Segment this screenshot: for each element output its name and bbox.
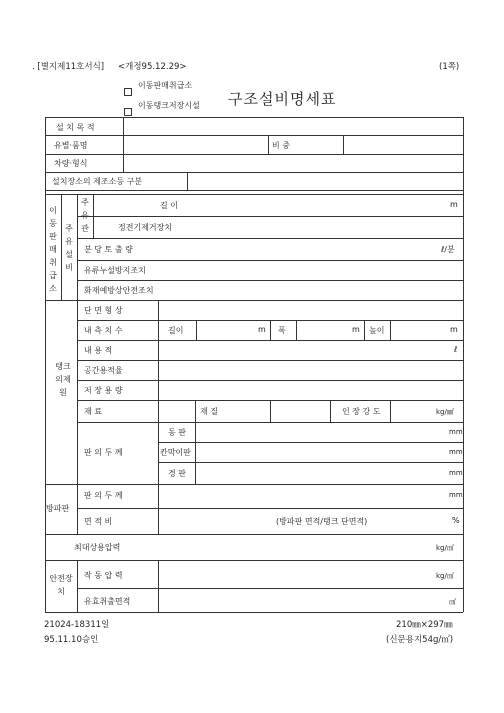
baffle-thickness-unit: mm (449, 491, 463, 499)
baffle-group-label: 방파판 (46, 504, 70, 513)
form-code: 21024-18311일 (44, 620, 110, 630)
max-pressure-unit: kg/㎠ (436, 544, 454, 552)
static-removal-label: 정전기제거장치 (118, 223, 173, 232)
inner-dims-label: 내 측 치 수 (84, 326, 123, 335)
body-plate-label: 동 판 (168, 428, 186, 437)
effective-area-label: 유효취출면적 (84, 597, 131, 606)
hose-length-label: 길 이 (160, 201, 178, 210)
safety-group-label: 안전장치 (49, 574, 73, 596)
effective-area-unit: ㎠ (449, 598, 456, 606)
tensile-label: 인 장 강 도 (342, 407, 381, 416)
operating-pressure-unit: kg/㎠ (436, 572, 454, 580)
max-pressure-label: 최대상용압력 (74, 543, 121, 552)
dim-length-unit: m (258, 325, 266, 334)
discharge-unit: ℓ/분 (441, 245, 455, 254)
volume-unit: ℓ (454, 345, 458, 354)
dim-height-unit: m (450, 325, 458, 334)
page-number: (1쪽) (439, 62, 460, 72)
checkbox-mobile-sales[interactable] (124, 81, 132, 100)
tensile-unit: kg/㎟ (436, 408, 454, 416)
dim-width-label: 폭 (278, 326, 286, 335)
material-label: 재 료 (84, 407, 102, 416)
mirror-plate-label: 경 판 (168, 469, 186, 478)
baffle-area-unit: % (452, 516, 460, 525)
tank-spec-group-label: 탱크의제원 (55, 362, 71, 397)
approval-date: 95.11.10승인 (44, 635, 99, 645)
manufacturer-class-label: 설치장소의 제조소등 구분 (52, 177, 143, 186)
checkbox-mobile-tank-label: 이동탱크저장시설 (138, 101, 200, 110)
storage-volume-label: 저 장 용 량 (84, 386, 123, 395)
empty-volume-label: 공간용적율 (84, 366, 123, 375)
volume-label: 내 용 적 (84, 346, 113, 355)
form-number: . [별지제11호서식] (32, 62, 105, 72)
hose-length-unit: m (450, 200, 458, 209)
refuel-equipment-label: 주유설비 (65, 224, 73, 272)
partition-unit: mm (449, 448, 463, 456)
mirror-plate-unit: mm (449, 469, 463, 477)
type-name-field[interactable] (124, 136, 267, 153)
baffle-area-note: (방파판 면적/탱크 단면적) (276, 517, 368, 526)
cross-section-label: 단 면 형 상 (84, 306, 123, 315)
partition-label: 칸막이판 (160, 448, 191, 457)
leak-prevention-label: 유류누설방지조치 (84, 266, 146, 275)
page-title: 구조설비명세표 (228, 90, 337, 108)
plate-thickness-label: 판 의 두 께 (84, 448, 123, 457)
hose-label: 주유관 (81, 198, 89, 233)
baffle-thickness-label: 판 의 두 께 (84, 491, 123, 500)
fire-safety-label: 화재예방상안전조치 (84, 286, 154, 295)
install-purpose-label: 설 치 목 적 (56, 123, 95, 132)
paper-size: 210㎜×297㎜ (396, 620, 453, 630)
operating-pressure-label: 작 동 압 력 (84, 571, 123, 580)
baffle-area-label: 면 적 비 (84, 517, 113, 526)
dim-height-label: 높이 (369, 326, 385, 335)
mobile-sales-group-label: 이동판매취급소 (49, 206, 57, 293)
paper-type: (신문용지54g/㎡) (386, 635, 454, 645)
specific-gravity-field[interactable] (344, 136, 462, 153)
specific-gravity-label: 비 중 (272, 141, 290, 150)
checkbox-mobile-sales-label: 이동판매취급소 (138, 81, 193, 90)
material-type-label: 재 질 (200, 407, 218, 416)
revision-date: <개정95.12.29> (118, 62, 187, 72)
type-name-label: 유별·품명 (54, 141, 88, 150)
dim-length-label: 길이 (168, 326, 184, 335)
manufacturer-class-field[interactable] (188, 173, 462, 189)
body-plate-unit: mm (449, 428, 463, 436)
vehicle-type-label: 차량·형식 (54, 159, 88, 168)
install-purpose-field[interactable] (124, 118, 462, 134)
dim-width-unit: m (352, 325, 360, 334)
discharge-label: 분 당 토 출 량 (84, 245, 133, 254)
vehicle-type-field[interactable] (124, 155, 462, 171)
